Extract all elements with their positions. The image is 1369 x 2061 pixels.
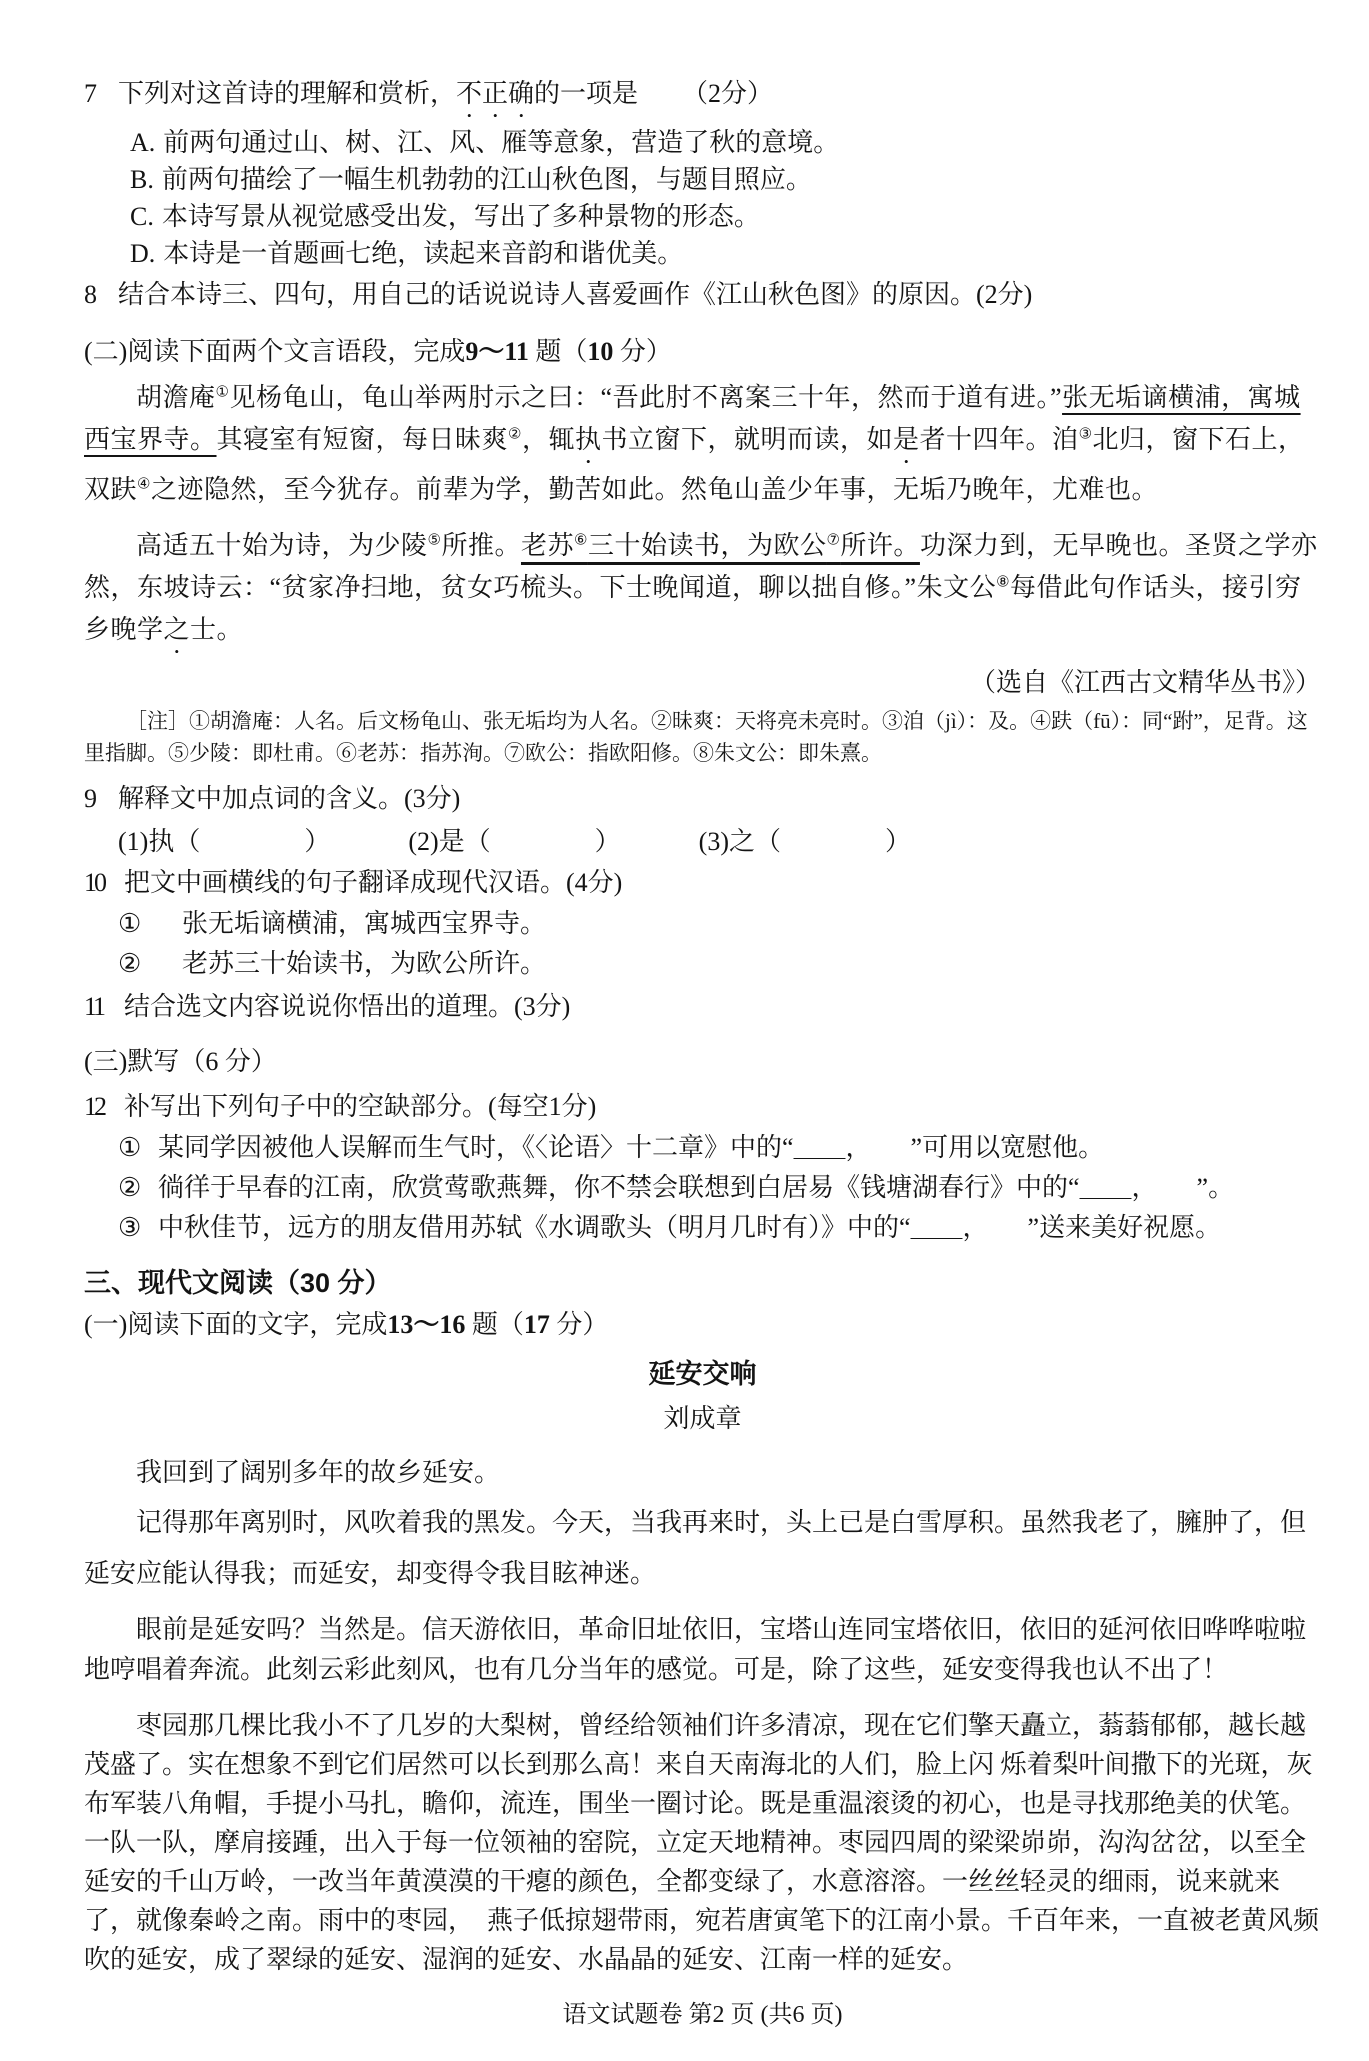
section-2-score: 10 <box>587 336 614 366</box>
note-ref-1: ① <box>215 383 230 400</box>
translation-item-1-marker: ① <box>118 909 142 939</box>
option-d-label: D. <box>130 238 156 268</box>
classical-passage-1 <box>84 377 1321 511</box>
dictation-item-3 <box>118 1208 1321 1248</box>
section-2-heading-text: (二)阅读下面两个文言语段，完成 <box>84 336 466 366</box>
question-7-text: 下列对这首诗的理解和赏析， <box>118 79 457 108</box>
question-7-score: （2分） <box>682 79 774 108</box>
section-2-heading-post: 分） <box>613 336 672 366</box>
question-8 <box>84 275 1321 314</box>
dictation-item-1-text: 某同学因被他人误解而生气时，《〈论语〉十二章》中的“＿＿， ”可用以宽慰他。 <box>158 1132 1105 1162</box>
passage-notes: ［注］①胡澹庵：人名。后文杨龟山、张无垢均为人名。②昧爽：天将亮未亮时。③洎（jì）：及。④趺（fū）：同“跗”，足背。这里指脚。⑤少陵：即杜甫。⑥老苏：指苏洵。⑦欧公：指欧阳修。⑧朱文公：即朱熹。 <box>84 709 1308 765</box>
note-ref-4: ④ <box>137 476 151 493</box>
modern-subheading-post: 分） <box>549 1310 609 1340</box>
question-7-emphasized-word: 不正确 <box>456 79 535 108</box>
option-c-text: 本诗写景从视觉感受出发，写出了多种景物的形态。 <box>161 201 760 231</box>
option-c-label: C. <box>130 201 154 231</box>
section-2-heading <box>84 332 1321 371</box>
classical-text: 老苏 <box>520 530 574 560</box>
source-attribution: （选自《江西古文精华丛书》） <box>969 668 1321 698</box>
classical-text: 书立窗下，就明而读，如 <box>601 424 894 454</box>
question-11-text: 结合选文内容说说你悟出的道理。(3分) <box>124 991 571 1021</box>
dictation-item-2-marker: ② <box>118 1172 142 1202</box>
question-12-text: 补写出下列句子中的空缺部分。(每空1分) <box>124 1091 597 1121</box>
question-9-item-3: (3)之（ ） <box>698 827 911 857</box>
question-12 <box>84 1087 1321 1126</box>
essay-author: 刘成章 <box>663 1403 742 1433</box>
option-b-text: 前两句描绘了一幅生机勃勃的江山秋色图，与题目照应。 <box>161 164 812 194</box>
classical-text: 见杨龟山，龟山举两肘示之曰：“吾此肘不离案三十年，然而于道有进。” <box>229 382 1063 412</box>
option-a-label: A. <box>130 128 156 157</box>
section-2-heading-mid: 题（ <box>528 336 588 366</box>
question-7 <box>84 74 1321 123</box>
option-a <box>130 125 1321 162</box>
option-d-text: 本诗是一首题画七绝，读起来音韵和谐优美。 <box>163 238 684 268</box>
classical-text: 高适五十始为诗，为少陵 <box>136 530 428 560</box>
question-9-items <box>118 822 1321 861</box>
translation-item-2 <box>118 944 1321 984</box>
underlined-sentence-2 <box>521 531 920 560</box>
classical-text: 所推。 <box>441 530 521 560</box>
question-11 <box>84 987 1321 1026</box>
modern-question-range: 13～16 <box>387 1310 466 1340</box>
question-7-options <box>130 125 1321 273</box>
question-10-number: 10 <box>84 868 104 898</box>
option-a-text: 前两句通过山、树、江、风、雁等意象，营造了秋的意境。 <box>163 128 840 157</box>
note-ref-7: ⑦ <box>826 532 841 549</box>
note-ref-5: ⑤ <box>427 532 442 549</box>
modern-subheading-text: (一)阅读下面的文字，完成 <box>84 1310 388 1340</box>
question-9-text: 解释文中加点词的含义。(3分) <box>118 784 461 814</box>
translation-item-2-marker: ② <box>118 949 142 979</box>
classical-text: 所许。 <box>840 530 920 560</box>
note-ref-8: ⑧ <box>996 574 1011 591</box>
option-c <box>130 199 1321 236</box>
question-9-item-1: (1)执（ ） <box>118 827 331 857</box>
note-ref-6: ⑥ <box>574 532 588 549</box>
question-7-text-cont: 的一项是 <box>534 79 639 108</box>
classical-text: 三十始读书，为欧公 <box>587 530 827 560</box>
essay-paragraph-1: 我回到了阔别多年的故乡延安。 <box>136 1457 501 1487</box>
essay-paragraph-2: 记得那年离别时，风吹着我的黑发。今天，当我再来时，头上已是白雪厚积。虽然我老了，臃肿了，但延安应能认得我；而延安，却变得令我目眩神迷。 <box>84 1508 1307 1588</box>
section-3-heading: (三)默写（6 分） <box>84 1046 277 1076</box>
dictation-item-3-text: 中秋佳节，远方的朋友借用苏轼《水调歌头（明月几时有）》中的“＿＿， ”送来美好祝愿。 <box>158 1213 1222 1243</box>
classical-text: 士。 <box>190 615 244 645</box>
option-b-label: B. <box>130 164 154 194</box>
question-10-text: 把文中画横线的句子翻译成现代汉语。(4分) <box>124 868 623 898</box>
option-b <box>130 162 1321 199</box>
question-7-number: 7 <box>84 79 97 108</box>
dictation-item-1-marker: ① <box>118 1132 142 1162</box>
page-footer: 语文试题卷 第2 页 (共6 页) <box>562 2002 843 2029</box>
question-11-number: 11 <box>84 991 104 1021</box>
dotted-word-zhi2: 执 <box>575 424 602 454</box>
classical-text: 功深力到，无早晚也。圣贤之学亦然，东坡诗云：“贫家净扫地，贫女巧梳头。下士晚闻道，聊以拙自修。”朱文公 <box>84 530 1318 602</box>
classical-text: ，辄 <box>521 424 575 454</box>
question-8-text: 结合本诗三、四句，用自己的话说说诗人喜爱画作《江山秋色图》的原因。(2分) <box>118 279 1033 309</box>
option-d <box>130 236 1321 273</box>
essay-body <box>84 1448 1321 1980</box>
question-12-number: 12 <box>84 1091 104 1121</box>
essay-paragraph-3: 眼前是延安吗？当然是。信天游依旧，革命旧址依旧，宝塔山连同宝塔依旧，依旧的延河依旧哗哗啦啦地哼唱着奔流。此刻云彩此刻风，也有几分当年的感觉。可是，除了这些，延安变得我也认不出了！ <box>84 1614 1307 1684</box>
classical-text: 每借此句作话头，接引穷乡晚学 <box>84 572 1302 645</box>
note-ref-3: ③ <box>1078 426 1093 443</box>
classical-passage-2 <box>84 525 1321 659</box>
question-9-item-2: (2)是（ ） <box>408 827 621 857</box>
essay-paragraph-4: 枣园那几棵比我小不了几岁的大梨树，曾经给领袖们许多清凉，现在它们擎天矗立，蓊蓊郁郁，越长越茂盛了。实在想象不到它们居然可以长到那么高！来自天南海北的人们，脸上闪 烁着梨叶间撒下的光斑，灰布军装八角帽，手提小马扎，瞻仰，流连，围坐一圈讨论。既是重温滚烫的初心，也是寻找那绝美的伏笔。一队一队，摩肩接踵，出入于每一位领袖的窑院，立定天地精神。枣园四周的梁梁峁峁，沟沟岔岔，以至全延安的千山万岭，一改当年黄漠漠的干瘪的颜色，全都变绿了，水意溶溶。一丝丝轻灵的细雨，说来就来了，就像秦岭之南。雨中的枣园， 燕子低掠翅带雨，宛若唐寅笔下的江南小景。千百年来，一直被老黄风频吹的延安，成了翠绿的延安、湿润的延安、水晶晶的延安、江南一样的延安。 <box>84 1711 1320 1975</box>
question-8-number: 8 <box>84 279 97 309</box>
underlined-sentence-1: 张无垢谪横浦，寓城西宝界寺。 <box>84 382 1301 454</box>
question-9 <box>84 779 1321 818</box>
modern-reading-heading: 三、现代文阅读（30 分） <box>84 1267 392 1298</box>
dictation-item-2-text: 徜徉于早春的江南，欣赏莺歌燕舞，你不禁会联想到白居易《钱塘湖春行》中的“＿＿， ”。 <box>158 1172 1235 1202</box>
note-ref-2: ② <box>508 426 522 443</box>
modern-score: 17 <box>523 1310 550 1340</box>
dotted-word-shi: 是 <box>893 424 920 454</box>
modern-reading-subheading <box>84 1305 1321 1344</box>
question-10 <box>84 863 1321 902</box>
dictation-item-1 <box>118 1128 1321 1168</box>
dotted-word-zhi: 之 <box>163 615 191 645</box>
classical-text: 者十四年。洎 <box>919 424 1079 454</box>
translation-item-1-text: 张无垢谪横浦，寓城西宝界寺。 <box>182 909 547 939</box>
classical-text: 北归，窗下石上，双趺 <box>84 424 1305 504</box>
modern-subheading-mid: 题（ <box>465 1310 524 1340</box>
question-9-number: 9 <box>84 784 97 814</box>
translation-item-1 <box>118 904 1321 944</box>
dictation-item-2 <box>118 1168 1321 1208</box>
classical-text: 之迹隐然，至今犹存。前辈为学，勤苦如此。然龟山盖少年事，无垢乃晚年，尤难也。 <box>150 474 1158 504</box>
essay-title: 延安交响 <box>648 1359 757 1390</box>
classical-text: 胡澹庵 <box>136 382 216 412</box>
dictation-item-3-marker: ③ <box>118 1213 142 1243</box>
section-2-question-range: 9～11 <box>465 336 529 366</box>
translation-item-2-text: 老苏三十始读书，为欧公所许。 <box>182 949 547 979</box>
classical-text: 其寝室有短窗，每日昧爽 <box>216 424 509 454</box>
